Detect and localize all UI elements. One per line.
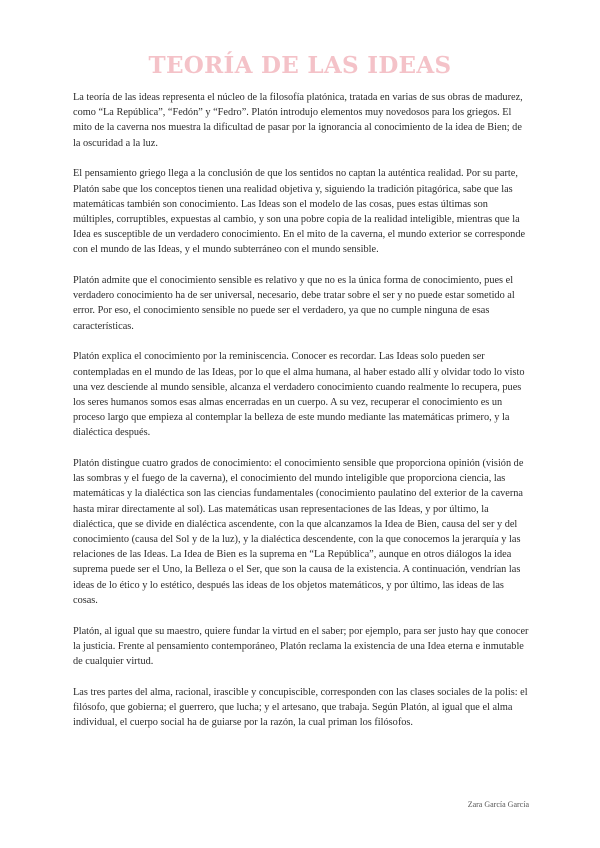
paragraph: La teoría de las ideas representa el núcleo de la filosofía platónica, tratada en varias de sus obras de madurez, como “La República”, “Fedón” y “Fedro”. Platón introdujo elementos muy novedosos para los griegos. El mito de la caverna nos muestra la dificultad de pasar por la ignorancia al conocimiento de la idea de Bien; de la oscuridad a la luz. — [73, 92, 523, 149]
author-signature: Zara García García — [467, 800, 529, 809]
paragraph: El pensamiento griego llega a la conclusión de que los sentidos no captan la auténtica realidad. Por su parte, Platón sabe que los conceptos tienen una realidad objetiva y, siguiendo la tradición pitagórica, sabe que las matemáticas también son conocimiento. Las Ideas son el modelo de las cosas, pues estas últimas son múltiples, corruptibles, expuestas al cambio, y son una pobre copia de la realidad inteligible, mientras que la Idea es susceptible de un verdadero conocimiento. En el mito de la caverna, el mundo exterior se corresponde con el mundo de las Ideas, y el mundo subterráneo con el mundo sensible. — [73, 168, 526, 256]
document-body — [73, 90, 529, 746]
document-title: TEORÍA DE LAS IDEAS — [148, 52, 452, 79]
paragraph: Platón, al igual que su maestro, quiere fundar la virtud en el saber; por ejemplo, para ser justo hay que conocer la justicia. Frente al pensamiento contemporáneo, Platón reclama la existencia de una Idea eterna e inmutable de cualquier virtud. — [73, 625, 529, 667]
paragraph: Platón distingue cuatro grados de conocimiento: el conocimiento sensible que proporciona opinión (visión de las sombras y el fuego de la caverna), el conocimiento del mundo inteligible que proporciona ciencia, las matemáticas y la dialéctica son las ciencias fundamentales (conocimiento paulatino del exterior de la caverna hasta mirar directamente al sol). Las matemáticas usan representaciones de las Ideas, y por último, la dialéctica, que se divide en dialéctica ascendente, con la que alcanzamos la Idea de Bien, causa del ser y del conocimiento (causa del Sol y de la luz), y la dialéctica descendente, con la que conocemos la jerarquía y las relaciones de las Ideas. La Idea de Bien es la suprema en “La República”, aunque en otros diálogos la idea suprema puede ser el Uno, la Belleza o el Ser, que son la causa de la existencia. A continuación, vendrían las ideas de lo ético y lo estético, después las ideas de los objetos matemáticos, y por último, las ideas de las cosas. — [73, 458, 524, 606]
paragraph: Platón admite que el conocimiento sensible es relativo y que no es la única forma de conocimiento, pues el verdadero conocimiento ha de ser universal, necesario, debe tratar sobre el ser y no puede estar sometido al error. Por eso, el conocimiento sensible no puede ser el verdadero, ya que no cumple ninguna de esas características. — [73, 275, 515, 332]
paragraph: Las tres partes del alma, racional, irascible y concupiscible, corresponden con las clases sociales de la polis: el filósofo, que gobierna; el guerrero, que lucha; y el artesano, que trabaja. Según Platón, al igual que el alma individual, el cuerpo social ha de guiarse por la razón, la cual priman los filósofos. — [73, 686, 528, 729]
paragraph: Platón explica el conocimiento por la reminiscencia. Conocer es recordar. Las Ideas solo pueden ser contempladas en el mundo de las Ideas, por lo que el alma humana, al haber estado allí y olvidar todo lo visto una vez desciende al mundo sensible, alcanza el verdadero conocimiento cuando realmente lo recupera, pues los seres humanos somos esas almas encerradas en un cuerpo. A su vez, recuperar el conocimiento es un proceso largo que empieza al contemplar la belleza de este mundo mediante las matemáticas primero, y la dialéctica después. — [73, 351, 525, 439]
